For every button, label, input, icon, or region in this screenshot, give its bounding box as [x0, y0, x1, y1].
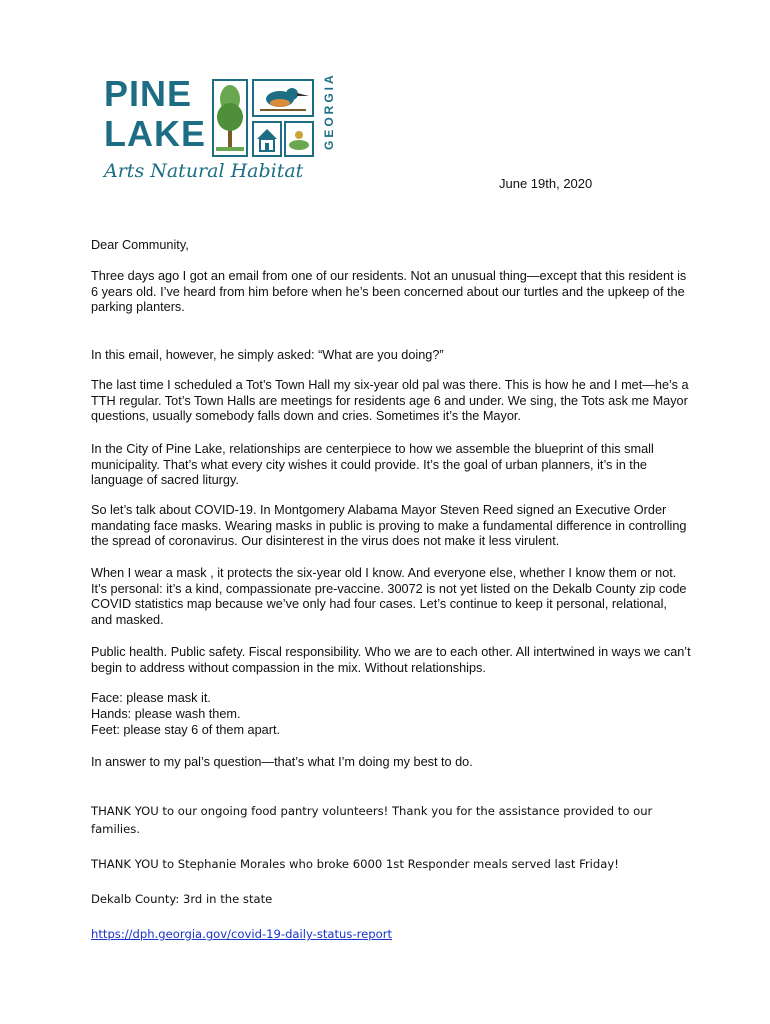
paragraph-4: In the City of Pine Lake, relationships are centerpiece to how we assemble the blueprint of this small municipality. That’s what every city wishes it could provide. It’s the goal of urban planners, it’s in the language of sacred liturgy.: [91, 442, 654, 488]
logo-tagline: Arts Natural Habitat: [104, 160, 304, 182]
status-report-link-line: [91, 925, 691, 943]
paragraph-1: Three days ago I got an email from one of our residents. Not an unusual thing—except that this resident is 6 years old. I’ve heard from him before when he’s been concerned about our turtles and the upkeep of the parking planters.: [91, 269, 687, 315]
logo-icon-grid: [212, 79, 314, 157]
tree-icon: [212, 79, 248, 157]
lily-pad-icon: [284, 121, 314, 157]
list-item-face: Face: please mask it.: [91, 691, 211, 705]
kingfisher-icon: [252, 79, 314, 117]
paragraph-3: The last time I scheduled a Tot’s Town Hall my six-year old pal was there. This is how he and I met—he’s a TTH regular. Tot’s Town Halls are meetings for residents age 6 and under. We sing, the Tots ask me Mayor questions, usually somebody falls down and cries. Sometimes it’s the Mayor.: [91, 378, 689, 424]
logo-state-label: GEORGIA: [322, 72, 336, 150]
list-item-feet: Feet: please stay 6 of them apart.: [91, 723, 281, 737]
paragraph-2: In this email, however, he simply asked: “What are you doing?”: [91, 348, 444, 362]
status-report-link[interactable]: https://dph.georgia.gov/covid-19-daily-status-report: [91, 927, 393, 941]
paragraph-5: So let’s talk about COVID-19. In Montgomery Alabama Mayor Steven Reed signed an Executive Order mandating face masks. Wearing masks in public is proving to make a fundamental difference in controlling the spread of coronavirus. Our disinterest in the virus does not make it less virulent.: [91, 503, 687, 549]
logo-word-lake: LAKE: [104, 113, 206, 154]
closing-line: In answer to my pal’s question—that’s what I’m doing my best to do.: [91, 755, 473, 769]
logo-word-pine: PINE: [104, 73, 193, 114]
letter-date: June 19th, 2020: [499, 176, 593, 191]
paragraph-7: Public health. Public safety. Fiscal responsibility. Who we are to each other. All intertwined in ways we can’t begin to address without compassion in the mix. Without relationships.: [91, 645, 691, 675]
paragraph-6: When I wear a mask , it protects the six-year old I know. And everyone else, whether I know them or not. It’s personal: it’s a kind, compassionate pre-vaccine. 30072 is not yet listed on the Dekalb County zip code COVID statistics map because we’ve only had four cases. Let’s continue to keep it personal, relational, and masked.: [91, 566, 687, 628]
house-icon: [252, 121, 282, 157]
dekalb-ranking: Dekalb County: 3rd in the state: [91, 892, 273, 906]
thanks-volunteers: THANK YOU to our ongoing food pantry volunteers! Thank you for the assistance provided to our families.: [91, 804, 653, 836]
list-item-hands: Hands: please wash them.: [91, 707, 241, 721]
thanks-stephanie-morales: THANK YOU to Stephanie Morales who broke 6000 1st Responder meals served last Friday!: [91, 857, 619, 871]
salutation: Dear Community,: [91, 238, 189, 252]
